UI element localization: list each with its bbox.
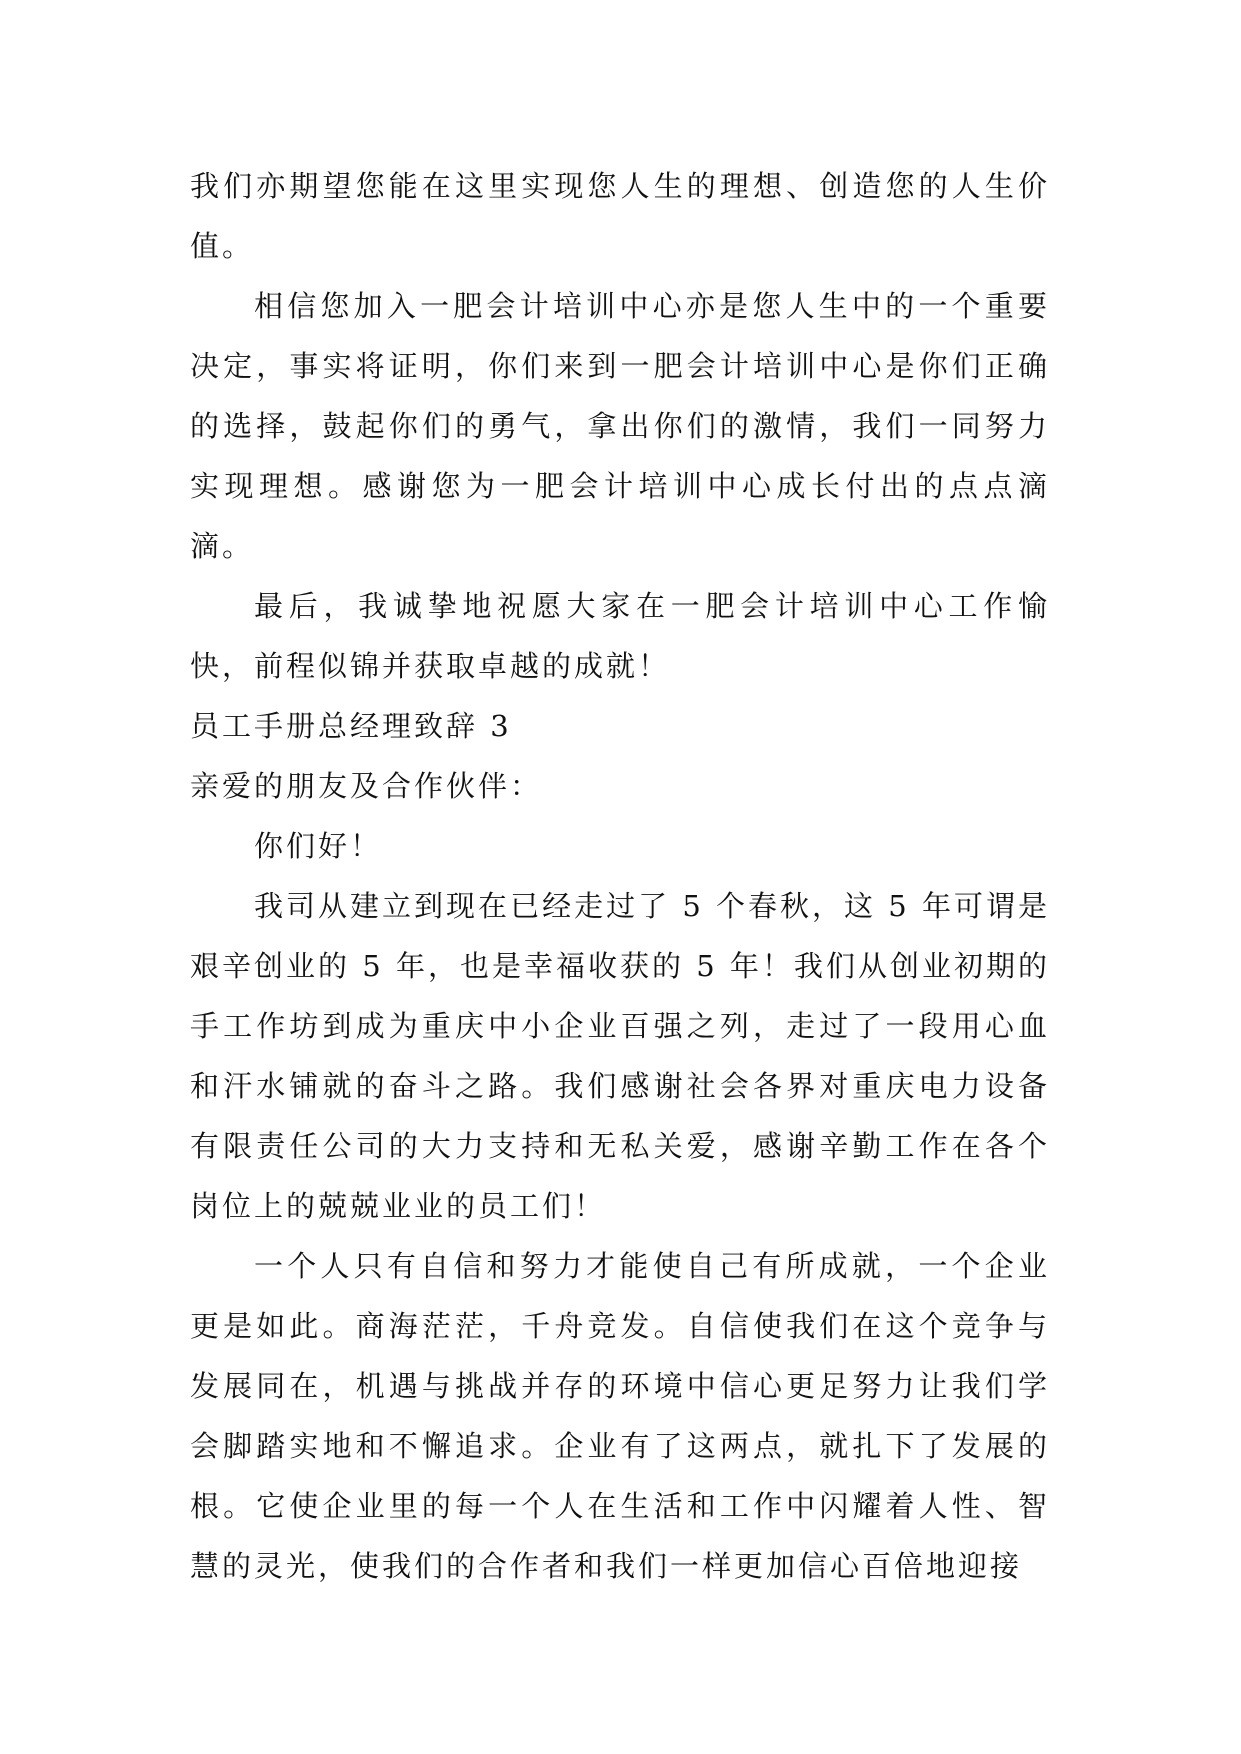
document-body xyxy=(190,156,1050,1596)
paragraph-confidence: 一个人只有自信和努力才能使自己有所成就，一个企业更是如此。商海茫茫，千舟竞发。自信使我们在这个竞争与发展同在，机遇与挑战并存的环境中信心更足努力让我们学会脚踏实地和不懈追求。企业有了这两点，就扎下了发展的根。它使企业里的每一个人在生活和工作中闪耀着人性、智慧的灵光，使我们的合作者和我们一样更加信心百倍地迎接 xyxy=(190,1249,1050,1583)
paragraph-closing-wishes: 最后，我诚挚地祝愿大家在一肥会计培训中心工作愉快，前程似锦并获取卓越的成就！ xyxy=(190,589,1050,683)
paragraph-continuation: 我们亦期望您能在这里实现您人生的理想、创造您的人生价值。 xyxy=(190,169,1050,263)
salutation: 亲爱的朋友及合作伙伴： xyxy=(190,769,543,803)
greeting: 你们好！ xyxy=(254,829,383,863)
section-title: 员工手册总经理致辞 3 xyxy=(190,709,512,743)
paragraph-decision: 相信您加入一肥会计培训中心亦是您人生中的一个重要决定，事实将证明，你们来到一肥会计培训中心是你们正确的选择，鼓起你们的勇气，拿出你们的激情，我们一同努力实现理想。感谢您为一肥会计培训中心成长付出的点点滴滴。 xyxy=(190,289,1050,563)
paragraph-company-history: 我司从建立到现在已经走过了 5 个春秋，这 5 年可谓是艰辛创业的 5 年，也是幸福收获的 5 年！我们从创业初期的手工作坊到成为重庆中小企业百强之列，走过了一段用心血和汗水铺就的奋斗之路。我们感谢社会各界对重庆电力设备有限责任公司的大力支持和无私关爱，感谢辛勤工作在各个岗位上的兢兢业业的员工们！ xyxy=(190,889,1050,1223)
